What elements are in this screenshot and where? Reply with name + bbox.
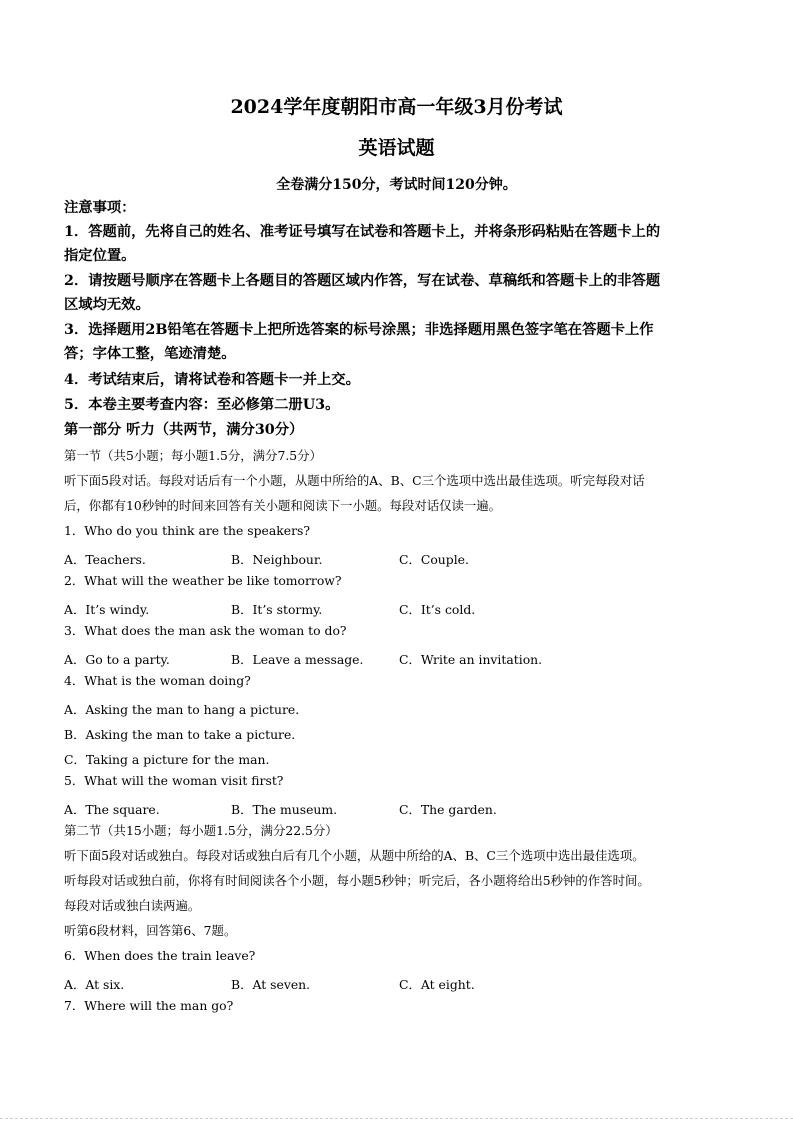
question-7: 7．Where will the man go? bbox=[64, 998, 234, 1013]
section1-instruction: 听下面5段对话。每段对话后有一个小题，从题中所给的A、B、C三个选项中选出最佳选项。听完每段对话 bbox=[64, 473, 645, 488]
option-a: A．At six. bbox=[64, 977, 125, 992]
option-b: B．The museum. bbox=[231, 802, 338, 817]
section2-instruction: 每段对话或独白读两遍。 bbox=[64, 898, 201, 913]
section2-heading: 第二节（共15小题；每小题1.5分，满分22.5分） bbox=[64, 823, 338, 838]
option-b: B．At seven. bbox=[231, 977, 311, 992]
option-a: A．Asking the man to hang a picture. bbox=[64, 702, 300, 717]
option-c: C．Couple. bbox=[399, 552, 469, 567]
option-c: C．It’s cold. bbox=[399, 602, 476, 617]
option-b: B．It’s stormy. bbox=[231, 602, 323, 617]
exam-title: 2024学年度朝阳市高一年级3月份考试 bbox=[230, 96, 563, 118]
part1-heading: 第一部分 听力（共两节，满分30分） bbox=[64, 422, 304, 438]
notice-line: 区域均无效。 bbox=[64, 297, 150, 313]
question-2: 2．What will the weather be like tomorrow? bbox=[64, 573, 342, 588]
notice-line: 4．考试结束后，请将试卷和答题卡一并上交。 bbox=[64, 372, 360, 388]
option-b: B．Asking the man to take a picture. bbox=[64, 727, 296, 742]
section2-instruction: 听下面5段对话或独白。每段对话或独白后有几个小题，从题中所给的A、B、C三个选项中选出最佳选项。 bbox=[64, 848, 645, 863]
option-b: B．Neighbour. bbox=[231, 552, 323, 567]
section2-instruction: 听每段对话或独白前，你将有时间阅读各个小题，每小题5秒钟；听完后，各小题将给出5秒钟的作答时间。 bbox=[64, 873, 650, 888]
option-c: C．Write an invitation. bbox=[399, 652, 543, 667]
question-5: 5．What will the woman visit first? bbox=[64, 773, 284, 788]
option-a: A．Go to a party. bbox=[64, 652, 170, 667]
notice-line: 5．本卷主要考查内容：至必修第二册U3。 bbox=[64, 397, 340, 413]
notice-line: 3．选择题用2B铅笔在答题卡上把所选答案的标号涂黑；非选择题用黑色签字笔在答题卡上作 bbox=[64, 322, 654, 338]
notice-heading: 注意事项： bbox=[64, 200, 136, 216]
question-4: 4．What is the woman doing? bbox=[64, 673, 251, 688]
question-6: 6．When does the train leave? bbox=[64, 948, 256, 963]
option-c: C．The garden. bbox=[399, 802, 497, 817]
section1-instruction: 后，你都有10秒钟的时间来回答有关小题和阅读下一小题。每段对话仅读一遍。 bbox=[64, 498, 502, 513]
section1-heading: 第一节（共5小题；每小题1.5分，满分7.5分） bbox=[64, 448, 322, 463]
option-a: A．The square. bbox=[64, 802, 160, 817]
material-note: 听第6段材料，回答第6、7题。 bbox=[64, 923, 237, 938]
option-a: A．It’s windy. bbox=[64, 602, 150, 617]
notice-line: 指定位置。 bbox=[64, 248, 136, 264]
option-c: C．Taking a picture for the man. bbox=[64, 752, 270, 767]
option-a: A．Teachers. bbox=[64, 552, 146, 567]
notice-line: 答；字体工整，笔迹清楚。 bbox=[64, 346, 236, 362]
exam-subtitle: 英语试题 bbox=[358, 137, 435, 159]
page-bottom-divider bbox=[0, 1118, 793, 1119]
question-1: 1．Who do you think are the speakers? bbox=[64, 523, 311, 538]
option-c: C．At eight. bbox=[399, 977, 475, 992]
notice-line: 2．请按题号顺序在答题卡上各题目的答题区域内作答，写在试卷、草稿纸和答题卡上的非答题 bbox=[64, 273, 661, 289]
option-b: B．Leave a message. bbox=[231, 652, 364, 667]
question-3: 3．What does the man ask the woman to do? bbox=[64, 623, 347, 638]
exam-info: 全卷满分150分，考试时间120分钟。 bbox=[276, 177, 517, 193]
notice-line: 1．答题前，先将自己的姓名、准考证号填写在试卷和答题卡上，并将条形码粘贴在答题卡上的 bbox=[64, 224, 661, 240]
